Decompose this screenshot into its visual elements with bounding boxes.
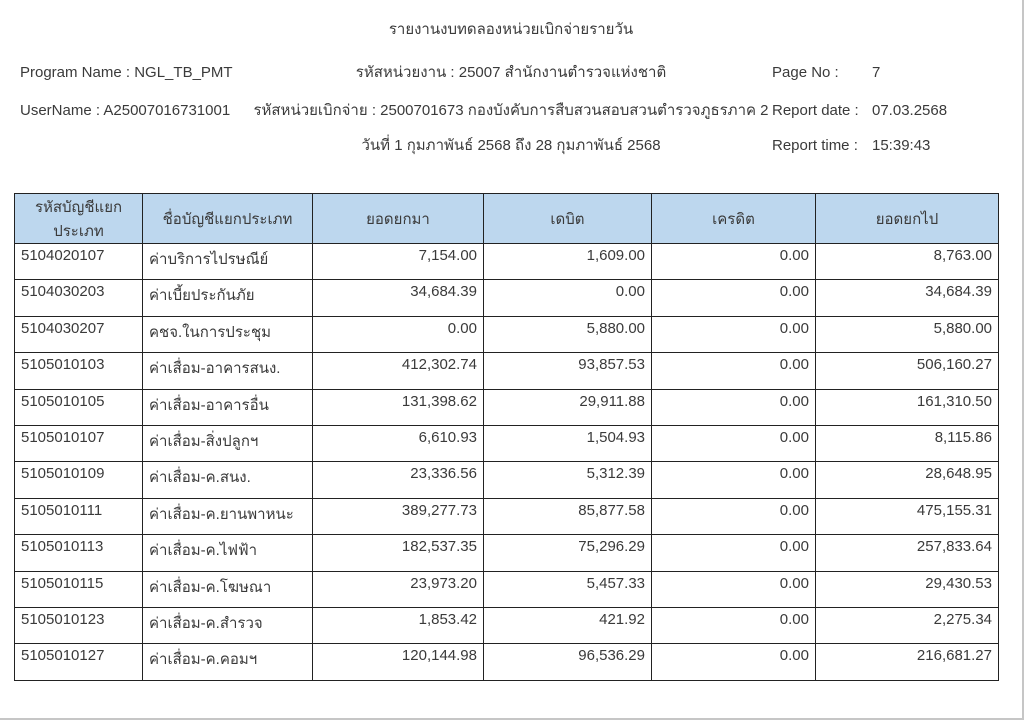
credit-cell: 0.00	[652, 607, 816, 643]
opening-balance-cell: 7,154.00	[313, 244, 484, 280]
column-header: รหัสบัญชีแยกประเภท	[15, 194, 143, 244]
agency-code-line: รหัสหน่วยงาน : 25007 สำนักงานตำรวจแห่งชาติ	[355, 64, 667, 81]
table-header-row	[15, 194, 999, 244]
table-row	[15, 425, 999, 461]
debit-cell: 0.00	[484, 280, 652, 316]
credit-cell: 0.00	[652, 462, 816, 498]
debit-cell: 93,857.53	[484, 353, 652, 389]
account-name-cell: ค่าเสื่อม-ค.สนง.	[143, 462, 313, 498]
program-name-label: Program Name :	[20, 64, 131, 81]
credit-cell: 0.00	[652, 535, 816, 571]
credit-cell: 0.00	[652, 498, 816, 534]
account-code-cell: 5105010123	[15, 607, 143, 643]
opening-balance-cell: 131,398.62	[313, 389, 484, 425]
opening-balance-cell: 1,853.42	[313, 607, 484, 643]
debit-cell: 5,457.33	[484, 571, 652, 607]
debit-cell: 5,880.00	[484, 316, 652, 352]
opening-balance-cell: 34,684.39	[313, 280, 484, 316]
closing-balance-cell: 257,833.64	[816, 535, 999, 571]
account-code-cell: 5104030207	[15, 316, 143, 352]
table-header	[15, 194, 999, 244]
credit-cell: 0.00	[652, 280, 816, 316]
opening-balance-cell: 182,537.35	[313, 535, 484, 571]
account-name-cell: ค่าเสื่อม-อาคารสนง.	[143, 353, 313, 389]
closing-balance-cell: 8,763.00	[816, 244, 999, 280]
table-row	[15, 644, 999, 680]
page-no-label: Page No :	[772, 64, 839, 81]
credit-cell: 0.00	[652, 316, 816, 352]
account-name-cell: ค่าเสื่อม-ค.โฆษณา	[143, 571, 313, 607]
report-title: รายงานงบทดลองหน่วยเบิกจ่ายรายวัน	[388, 21, 634, 38]
debit-cell: 5,312.39	[484, 462, 652, 498]
closing-balance-cell: 506,160.27	[816, 353, 999, 389]
account-name-cell: ค่าเสื่อม-ค.ไฟฟ้า	[143, 535, 313, 571]
report-time-label: Report time :	[772, 137, 858, 154]
debit-cell: 85,877.58	[484, 498, 652, 534]
closing-balance-cell: 475,155.31	[816, 498, 999, 534]
column-header: ชื่อบัญชีแยกประเภท	[143, 194, 313, 244]
account-name-cell: คชจ.ในการประชุม	[143, 316, 313, 352]
trial-balance-table	[14, 193, 999, 681]
table-row	[15, 280, 999, 316]
report-time-value: 15:39:43	[872, 137, 931, 154]
opening-balance-cell: 6,610.93	[313, 425, 484, 461]
account-code-cell: 5105010115	[15, 571, 143, 607]
table-row	[15, 316, 999, 352]
closing-balance-cell: 216,681.27	[816, 644, 999, 680]
closing-balance-cell: 34,684.39	[816, 280, 999, 316]
opening-balance-cell: 23,973.20	[313, 571, 484, 607]
table-row	[15, 498, 999, 534]
credit-cell: 0.00	[652, 389, 816, 425]
table-row	[15, 244, 999, 280]
opening-balance-cell: 389,277.73	[313, 498, 484, 534]
credit-cell: 0.00	[652, 644, 816, 680]
table-row	[15, 571, 999, 607]
column-header: เดบิต	[484, 194, 652, 244]
table-row	[15, 535, 999, 571]
opening-balance-cell: 120,144.98	[313, 644, 484, 680]
account-name-cell: ค่าบริการไปรษณีย์	[143, 244, 313, 280]
report-date-value: 07.03.2568	[872, 102, 948, 119]
program-name-value: NGL_TB_PMT	[134, 64, 233, 81]
table-row	[15, 607, 999, 643]
account-code-cell: 5105010113	[15, 535, 143, 571]
program-name-line	[20, 64, 233, 82]
disburse-unit-line: รหัสหน่วยเบิกจ่าย : 2500701673 กองบังคับการสืบสวนสอบสวนตำรวจภูธรภาค 2	[253, 102, 769, 119]
column-header: ยอดยกไป	[816, 194, 999, 244]
closing-balance-cell: 28,648.95	[816, 462, 999, 498]
opening-balance-cell: 0.00	[313, 316, 484, 352]
account-code-cell: 5104020107	[15, 244, 143, 280]
date-range-line: วันที่ 1 กุมภาพันธ์ 2568 ถึง 28 กุมภาพันธ์ 2568	[361, 137, 661, 154]
account-name-cell: ค่าเบี้ยประกันภัย	[143, 280, 313, 316]
username-label: UserName :	[20, 102, 101, 119]
debit-cell: 75,296.29	[484, 535, 652, 571]
closing-balance-cell: 161,310.50	[816, 389, 999, 425]
account-name-cell: ค่าเสื่อม-ค.คอมฯ	[143, 644, 313, 680]
account-code-cell: 5105010109	[15, 462, 143, 498]
account-name-cell: ค่าเสื่อม-ค.ยานพาหนะ	[143, 498, 313, 534]
report-date-label: Report date :	[772, 102, 859, 119]
debit-cell: 96,536.29	[484, 644, 652, 680]
account-code-cell: 5105010105	[15, 389, 143, 425]
account-code-cell: 5104030203	[15, 280, 143, 316]
account-code-cell: 5105010103	[15, 353, 143, 389]
closing-balance-cell: 29,430.53	[816, 571, 999, 607]
credit-cell: 0.00	[652, 571, 816, 607]
debit-cell: 29,911.88	[484, 389, 652, 425]
debit-cell: 421.92	[484, 607, 652, 643]
account-name-cell: ค่าเสื่อม-อาคารอื่น	[143, 389, 313, 425]
account-code-cell: 5105010111	[15, 498, 143, 534]
username-line	[20, 102, 230, 120]
closing-balance-cell: 5,880.00	[816, 316, 999, 352]
opening-balance-cell: 23,336.56	[313, 462, 484, 498]
column-header: เครดิต	[652, 194, 816, 244]
account-name-cell: ค่าเสื่อม-ค.สำรวจ	[143, 607, 313, 643]
account-code-cell: 5105010107	[15, 425, 143, 461]
account-code-cell: 5105010127	[15, 644, 143, 680]
table-row	[15, 462, 999, 498]
page-no-value: 7	[872, 64, 881, 81]
opening-balance-cell: 412,302.74	[313, 353, 484, 389]
closing-balance-cell: 8,115.86	[816, 425, 999, 461]
closing-balance-cell: 2,275.34	[816, 607, 999, 643]
table-row	[15, 389, 999, 425]
debit-cell: 1,504.93	[484, 425, 652, 461]
credit-cell: 0.00	[652, 425, 816, 461]
column-header: ยอดยกมา	[313, 194, 484, 244]
credit-cell: 0.00	[652, 353, 816, 389]
table-row	[15, 353, 999, 389]
username-value: A25007016731001	[103, 102, 231, 119]
credit-cell: 0.00	[652, 244, 816, 280]
table-body	[15, 244, 999, 681]
account-name-cell: ค่าเสื่อม-สิ่งปลูกฯ	[143, 425, 313, 461]
debit-cell: 1,609.00	[484, 244, 652, 280]
